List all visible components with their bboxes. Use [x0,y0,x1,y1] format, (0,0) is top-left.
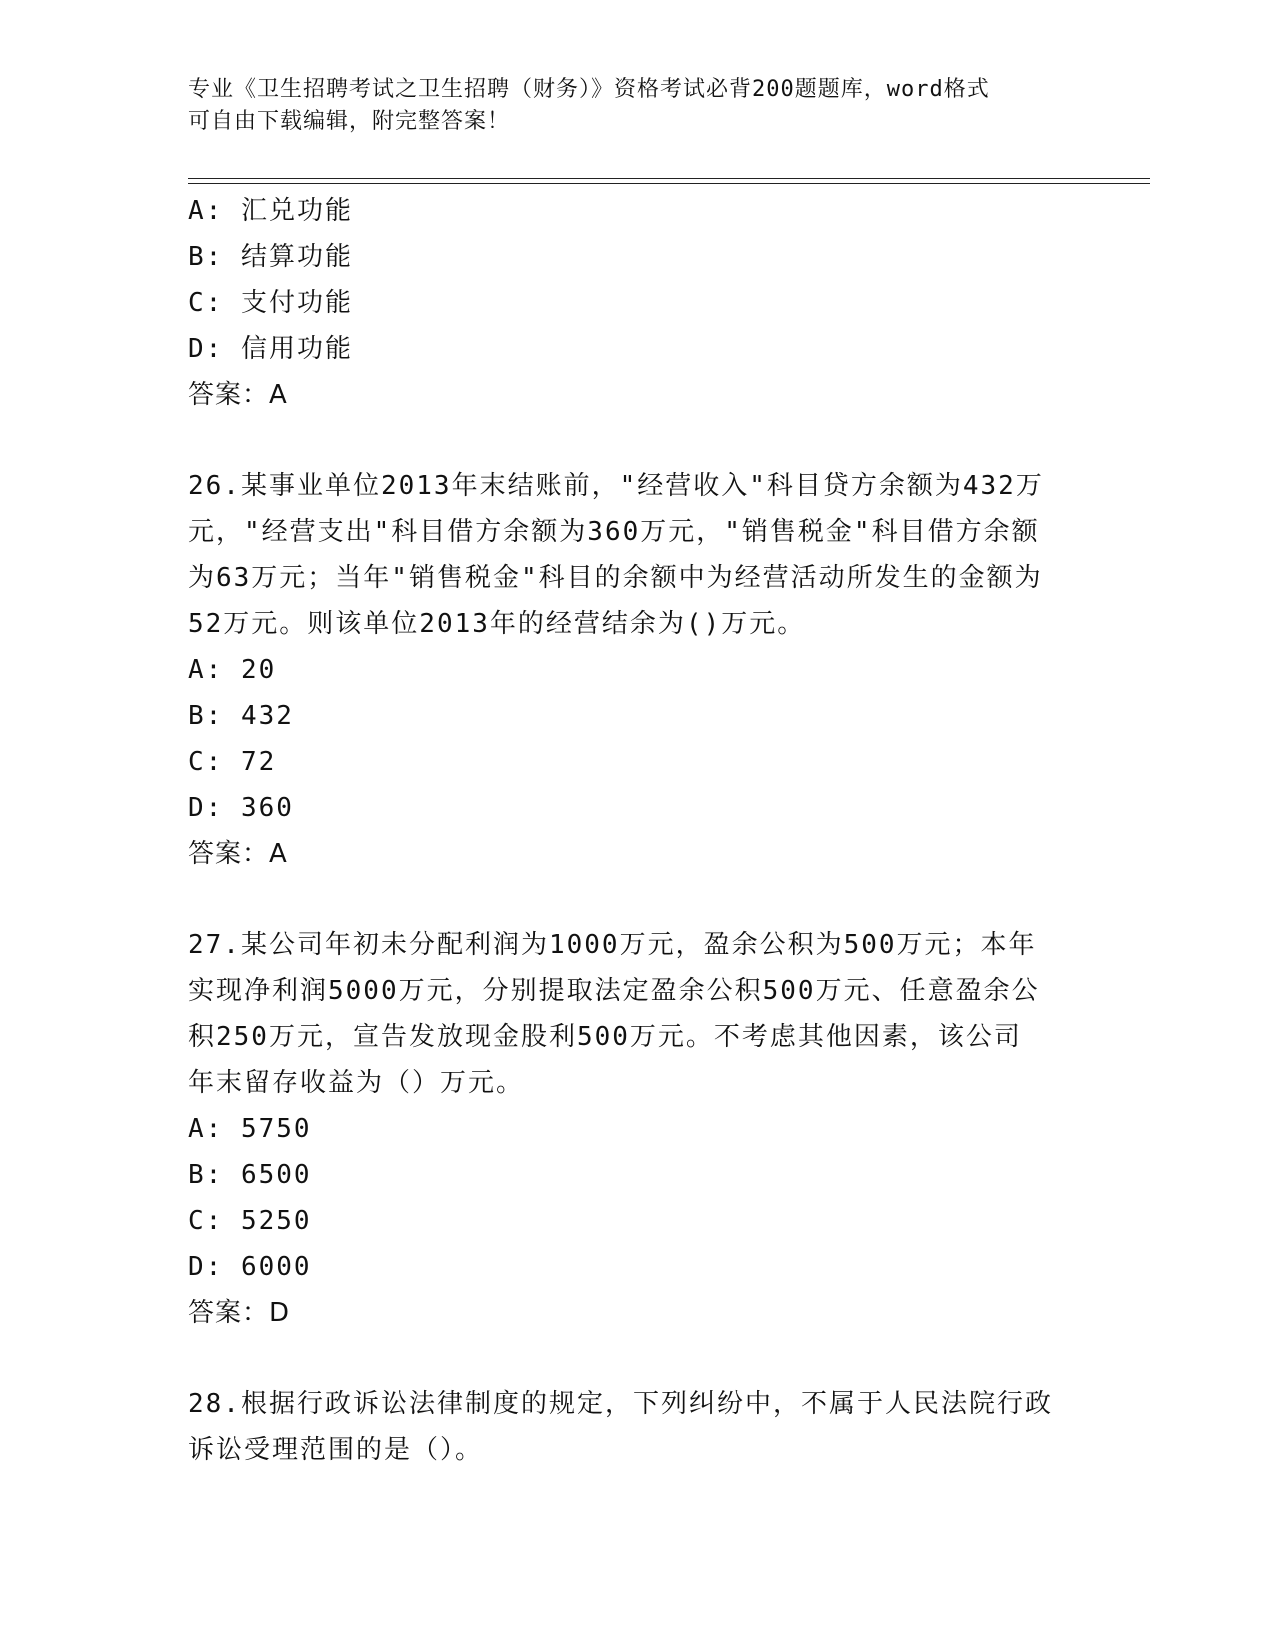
option-a: A: 20 [188,655,277,685]
answer-label: 答案： [188,839,270,869]
option-a: A: 5750 [188,1114,312,1144]
document-body [188,188,1088,1473]
question-stem-line: 元，"经营支出"科目借方余额为360万元，"销售税金"科目借方余额 [188,517,1040,547]
option-c: C: 支付功能 [188,288,353,318]
option-d: D: 信用功能 [188,334,353,364]
option-b: B: 6500 [188,1160,312,1190]
answer-value: D [269,1298,291,1328]
option-d: D: 6000 [188,1252,312,1282]
answer-value: A [269,839,288,869]
question-stem-line: 实现净利润5000万元，分别提取法定盈余公积500万元、任意盈余公 [188,976,1040,1006]
question-stem-line: 年末留存收益为（）万元。 [188,1068,525,1098]
option-c: C: 72 [188,747,277,777]
option-b: B: 结算功能 [188,242,353,272]
answer-label: 答案： [188,1298,270,1328]
option-c: C: 5250 [188,1206,312,1236]
header-line-1: 专业《卫生招聘考试之卫生招聘（财务）》资格考试必背200题题库，word格式 [188,77,990,102]
option-d: D: 360 [188,793,294,823]
answer-label: 答案： [188,380,270,410]
header-rule-top [188,178,1150,179]
question-26 [188,463,1088,877]
answer-line [188,831,1088,877]
option-b: B: 432 [188,701,294,731]
answer-value: A [269,380,288,410]
question-25-block [188,188,1088,418]
question-stem-line: 27.某公司年初未分配利润为1000万元，盈余公积为500万元；本年 [188,930,1037,960]
question-stem-line: 52万元。则该单位2013年的经营结余为()万元。 [188,609,806,639]
question-27 [188,922,1088,1336]
question-stem-line: 积250万元，宣告发放现金股利500万元。不考虑其他因素，该公司 [188,1022,1022,1052]
answer-line [188,1290,1088,1336]
question-stem-line: 诉讼受理范围的是（）。 [188,1435,484,1465]
question-stem-line: 28.根据行政诉讼法律制度的规定，下列纠纷中，不属于人民法院行政 [188,1389,1053,1419]
header-line-2: 可自由下载编辑，附完整答案！ [188,109,511,134]
option-a: A: 汇兑功能 [188,196,353,226]
answer-line [188,372,1088,418]
question-28 [188,1381,1088,1473]
question-stem-line: 26.某事业单位2013年末结账前，"经营收入"科目贷方余额为432万 [188,471,1044,501]
document-header [188,74,1068,138]
question-stem-line: 为63万元；当年"销售税金"科目的余额中为经营活动所发生的金额为 [188,563,1043,593]
header-rule-bottom [188,183,1150,184]
